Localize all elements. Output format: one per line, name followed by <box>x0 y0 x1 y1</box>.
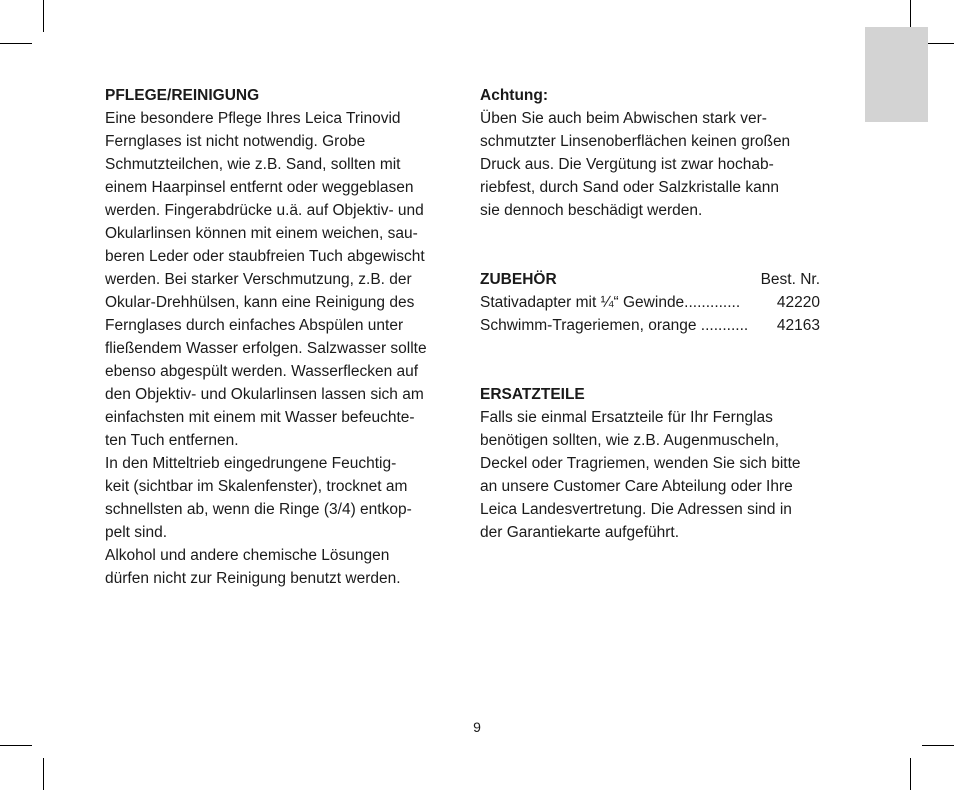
body-line: einem Haarpinsel entfernt oder weggeblasen <box>105 179 414 196</box>
crop-mark <box>0 745 32 746</box>
warning-heading: Achtung: <box>480 87 549 104</box>
section-tab <box>865 27 928 122</box>
crop-mark <box>43 0 44 32</box>
accessory-name: Schwimm-Trageriemen, orange ........... <box>480 317 749 334</box>
body-line: schmutzter Linsenoberflächen keinen großen <box>480 133 791 150</box>
body-line: Deckel oder Tragriemen, wenden Sie sich bitte <box>480 455 801 472</box>
body-line: Eine besondere Pflege Ihres Leica Trinovid <box>105 110 401 127</box>
body-line: werden. Fingerabdrücke u.ä. auf Objektiv- und <box>105 202 424 219</box>
body-line: dürfen nicht zur Reinigung benutzt werden. <box>105 570 401 587</box>
body-line: riebfest, durch Sand oder Salzkristalle kann <box>480 179 779 196</box>
body-line: schnellsten ab, wenn die Ringe (3/4) entkop- <box>105 501 412 518</box>
body-line: Fernglases durch einfaches Abspülen unter <box>105 317 404 334</box>
body-line: keit (sichtbar im Skalenfenster), trocknet am <box>105 478 408 495</box>
body-line: pelt sind. <box>105 524 168 541</box>
crop-mark <box>0 43 32 44</box>
accessories-header-row <box>480 268 820 291</box>
crop-mark <box>922 745 954 746</box>
body-line: einfachsten mit einem mit Wasser befeuchte- <box>105 409 415 426</box>
spare-parts-heading: ERSATZTEILE <box>480 386 585 403</box>
accessory-item <box>480 291 820 314</box>
body-line: Okularlinsen können mit einem weichen, sau- <box>105 225 418 242</box>
body-line: benötigen sollten, wie z.B. Augenmuscheln, <box>480 432 779 449</box>
body-line: Alkohol und andere chemische Lösungen <box>105 547 390 564</box>
accessory-number: 42220 <box>776 294 820 311</box>
spare-parts-section <box>480 383 820 544</box>
body-line: an unsere Customer Care Abteilung oder Ihre <box>480 478 793 495</box>
crop-mark <box>910 758 911 790</box>
body-line: Falls sie einmal Ersatzteile für Ihr Fernglas <box>480 409 773 426</box>
accessory-item <box>480 314 820 337</box>
body-line: sie dennoch beschädigt werden. <box>480 202 703 219</box>
care-cleaning-body <box>105 107 445 590</box>
accessories-heading: ZUBEHÖR <box>480 271 557 288</box>
body-line: ebenso abgespült werden. Wasserflecken auf <box>105 363 419 380</box>
care-cleaning-section <box>105 84 445 590</box>
body-line: Schmutzteilchen, wie z.B. Sand, sollten mit <box>105 156 401 173</box>
body-line: Leica Landesvertretung. Die Adressen sind in <box>480 501 792 518</box>
body-line: ten Tuch entfernen. <box>105 432 239 449</box>
care-cleaning-heading: PFLEGE/REINIGUNG <box>105 87 260 104</box>
page-number: 9 <box>473 719 481 735</box>
accessory-number: 42163 <box>776 317 820 334</box>
body-line: Okular-Drehhülsen, kann eine Reinigung des <box>105 294 415 311</box>
accessory-name: Stativadapter mit ¼“ Gewinde............. <box>480 294 741 311</box>
accessories-section <box>480 268 820 337</box>
warning-section <box>480 84 820 222</box>
body-line: fließendem Wasser erfolgen. Salzwasser sollte <box>105 340 427 357</box>
body-line: In den Mitteltrieb eingedrungene Feuchtig- <box>105 455 397 472</box>
body-line: Fernglases ist nicht notwendig. Grobe <box>105 133 366 150</box>
body-line: Druck aus. Die Vergütung ist zwar hochab- <box>480 156 774 173</box>
body-line: werden. Bei starker Verschmutzung, z.B. der <box>105 271 412 288</box>
crop-mark <box>43 758 44 790</box>
order-number-label: Best. Nr. <box>760 271 820 288</box>
body-line: den Objektiv- und Okularlinsen lassen sich am <box>105 386 424 403</box>
body-line: beren Leder oder staubfreien Tuch abgewischt <box>105 248 425 265</box>
body-line: der Garantiekarte aufgeführt. <box>480 524 680 541</box>
right-column <box>480 84 820 544</box>
body-line: Üben Sie auch beim Abwischen stark ver- <box>480 110 767 127</box>
